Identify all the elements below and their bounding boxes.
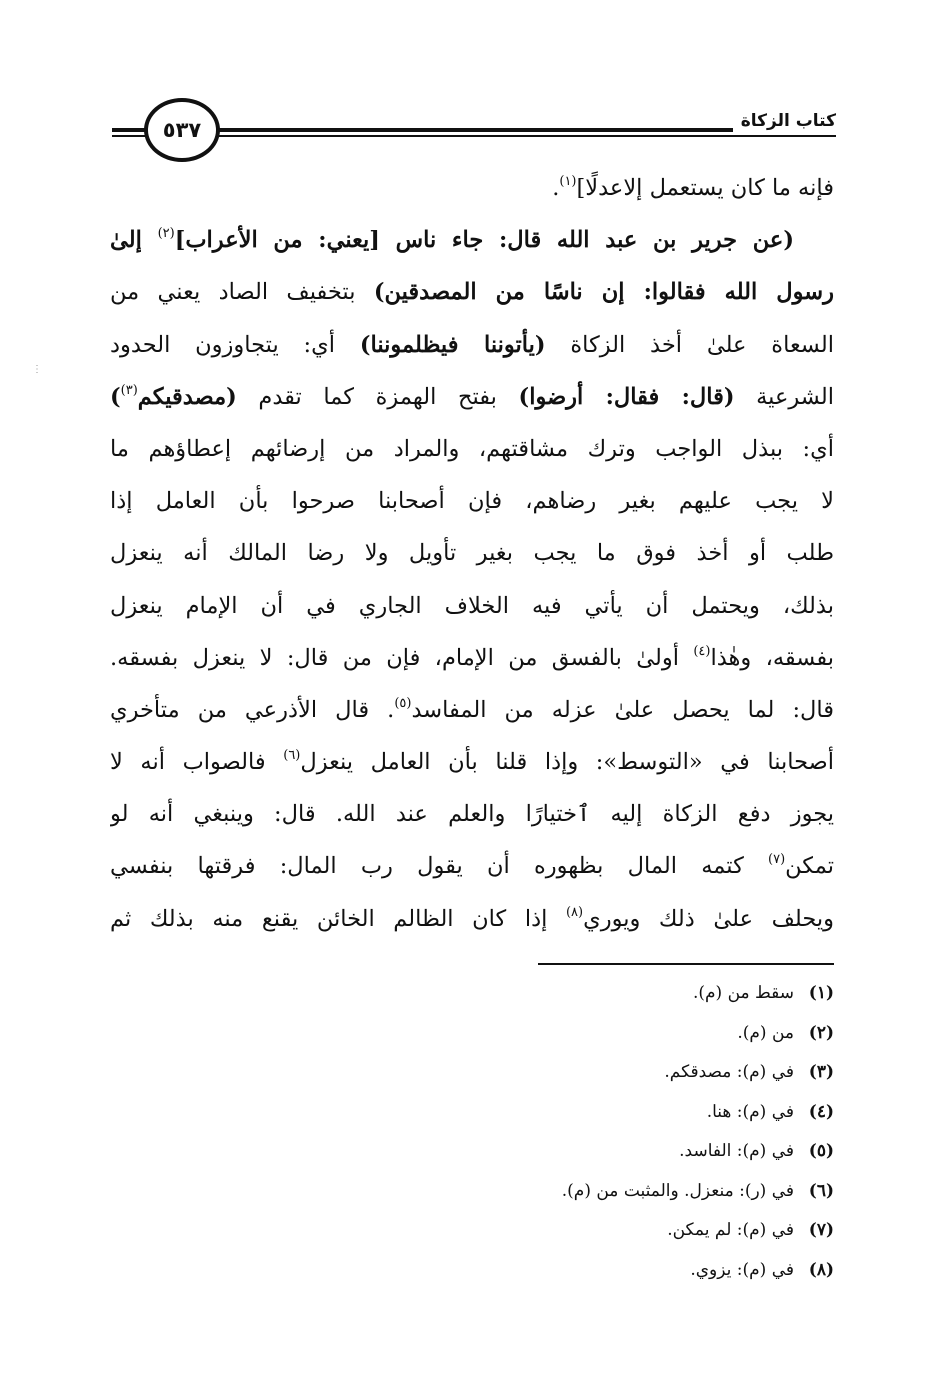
footnote-number: (٢) [808, 1022, 834, 1043]
text-line [110, 840, 834, 892]
text-run: فالصواب أنه لا [110, 749, 284, 776]
text-run: بفتح الهمزة كما تقدم [236, 383, 519, 410]
footnote-text: في (م): مصدقكم. [664, 1062, 794, 1082]
footnote-number: (٥) [808, 1141, 834, 1161]
text-line [110, 580, 834, 632]
footnote-number: (٤) [808, 1101, 834, 1122]
footnote [274, 1132, 834, 1172]
text-run: يجوز دفع الزكاة إليه ٱختيارًا والعلم عند الله. قال: وينبغي أنه لو [110, 801, 834, 828]
footnote-marker: (٧) [768, 852, 786, 868]
footnote-marker: (١) [559, 174, 577, 189]
text-line [110, 162, 834, 214]
text-line [110, 632, 834, 684]
page-header [112, 92, 836, 172]
footnote [274, 1093, 834, 1133]
footnote [274, 1251, 834, 1291]
footnote-number: (٦) [808, 1180, 834, 1201]
page-number-ring [144, 98, 220, 162]
footnote-text: في (ر): منعزل. والمثبت من (م). [561, 1180, 794, 1201]
text-run: بذلك، ويحتمل أن يأتي فيه الخلاف الجاري في أن الإمام ينعزل [110, 592, 834, 619]
text-run: بتخفيف الصاد يعني من [110, 279, 374, 306]
margin-mark: ⋮ [32, 364, 42, 375]
footnote-marker: (٢) [157, 226, 175, 242]
text-run: السعاة علىٰ أخذ الزكاة [545, 331, 834, 358]
text-run: فإنه ما كان يستعمل إلاعدلًا] [576, 175, 834, 201]
bold-quote: رسول الله فقالوا: إن ناسًا من المصدقين) [373, 279, 834, 306]
page-number: ٥٣٧ [162, 118, 202, 142]
text-line [110, 684, 834, 736]
text-run: إذا كان الظالم الخائن يقنع منه بذلك ثم [110, 905, 566, 932]
footnote [274, 1053, 834, 1093]
footnote-text: في (م): الفاسد. [679, 1141, 794, 1161]
text-run: أولىٰ بالفسق من الإمام، فإن من قال: لا ينعزل بفسقه. [110, 644, 694, 671]
text-line [110, 736, 834, 788]
footnote [274, 974, 834, 1014]
footnote-text: من (م). [737, 1022, 794, 1043]
text-run: بفسقه، وهٰذا [710, 644, 834, 671]
text-line [110, 423, 834, 475]
text-run: . قال الأذرعي من متأخري [110, 696, 395, 723]
footnote-text: سقط من (م). [692, 983, 794, 1003]
text-run: قال: لما يحصل علىٰ عزله من المفاسد [411, 696, 834, 723]
footnote-number: (٨) [808, 1259, 834, 1280]
footnote-number: (١) [808, 983, 834, 1003]
footnote-text: في (م): هنا. [706, 1101, 794, 1122]
bold-quote: ) [110, 383, 121, 410]
text-line [110, 893, 834, 945]
footnote [274, 1172, 834, 1212]
text-line [110, 475, 834, 527]
header-rule-thick [112, 128, 836, 132]
text-line [110, 214, 834, 266]
footnote-number: (٧) [808, 1220, 834, 1240]
text-line [110, 527, 834, 579]
footnote-marker: (٦) [283, 748, 301, 764]
text-run: الشرعية [734, 383, 834, 410]
text-line [110, 319, 834, 371]
text-run: ويحلف علىٰ ذلك ويوري [583, 905, 834, 932]
text-run: لا يجب عليهم بغير رضاهم، فإن أصحابنا صرحوا بأن العامل إذا [110, 488, 834, 515]
footnote-marker: (٨) [565, 904, 584, 920]
text-run: تمكن [785, 853, 834, 880]
text-run: أصحابنا في «التوسط»: وإذا قلنا بأن العامل ينعزل [300, 749, 834, 776]
text-line [110, 371, 834, 423]
footnote-text: في (م): يزوي. [690, 1259, 794, 1280]
footnote-marker: (٤) [693, 643, 711, 659]
text-run: أي: يتجاوزون الحدود [110, 331, 360, 358]
bold-quote: (يأتوننا فيظلموننا) [359, 331, 546, 358]
main-text [110, 162, 834, 945]
text-run: طلب أو أخذ فوق ما يجب بغير تأويل ولا رضا المالك أنه ينعزل [110, 540, 834, 567]
text-run: أي: ببذل الواجب وترك مشاقتهم، والمراد من إرضائهم إعطاؤهم ما [110, 435, 834, 462]
text-line [110, 266, 834, 318]
text-run: كتمه المال بظهوره أن يقول رب المال: فرقتها بنفسي [110, 853, 769, 880]
footnote-separator [538, 963, 834, 965]
bold-quote: (مصدقيكم [137, 383, 237, 410]
footnote [274, 1014, 834, 1054]
footnote-marker: (٥) [394, 695, 412, 711]
footnote [274, 1211, 834, 1251]
running-title: كتاب الزكاة [733, 110, 836, 132]
footnote-marker: (٣) [120, 382, 138, 398]
bold-quote: إلىٰ [110, 227, 158, 254]
footnotes [274, 974, 834, 1290]
header-rule-thin [112, 135, 836, 137]
text-line [110, 788, 834, 840]
text-run: . [552, 175, 560, 201]
footnote-text: في (م): لم يمكن. [667, 1220, 794, 1240]
bold-quote: (عن جرير بن عبد الله قال: جاء ناس [يعني: من الأعراب] [174, 227, 794, 254]
bold-quote: (قال: فقال: أرضوا) [518, 383, 735, 410]
footnote-number: (٣) [808, 1062, 834, 1082]
